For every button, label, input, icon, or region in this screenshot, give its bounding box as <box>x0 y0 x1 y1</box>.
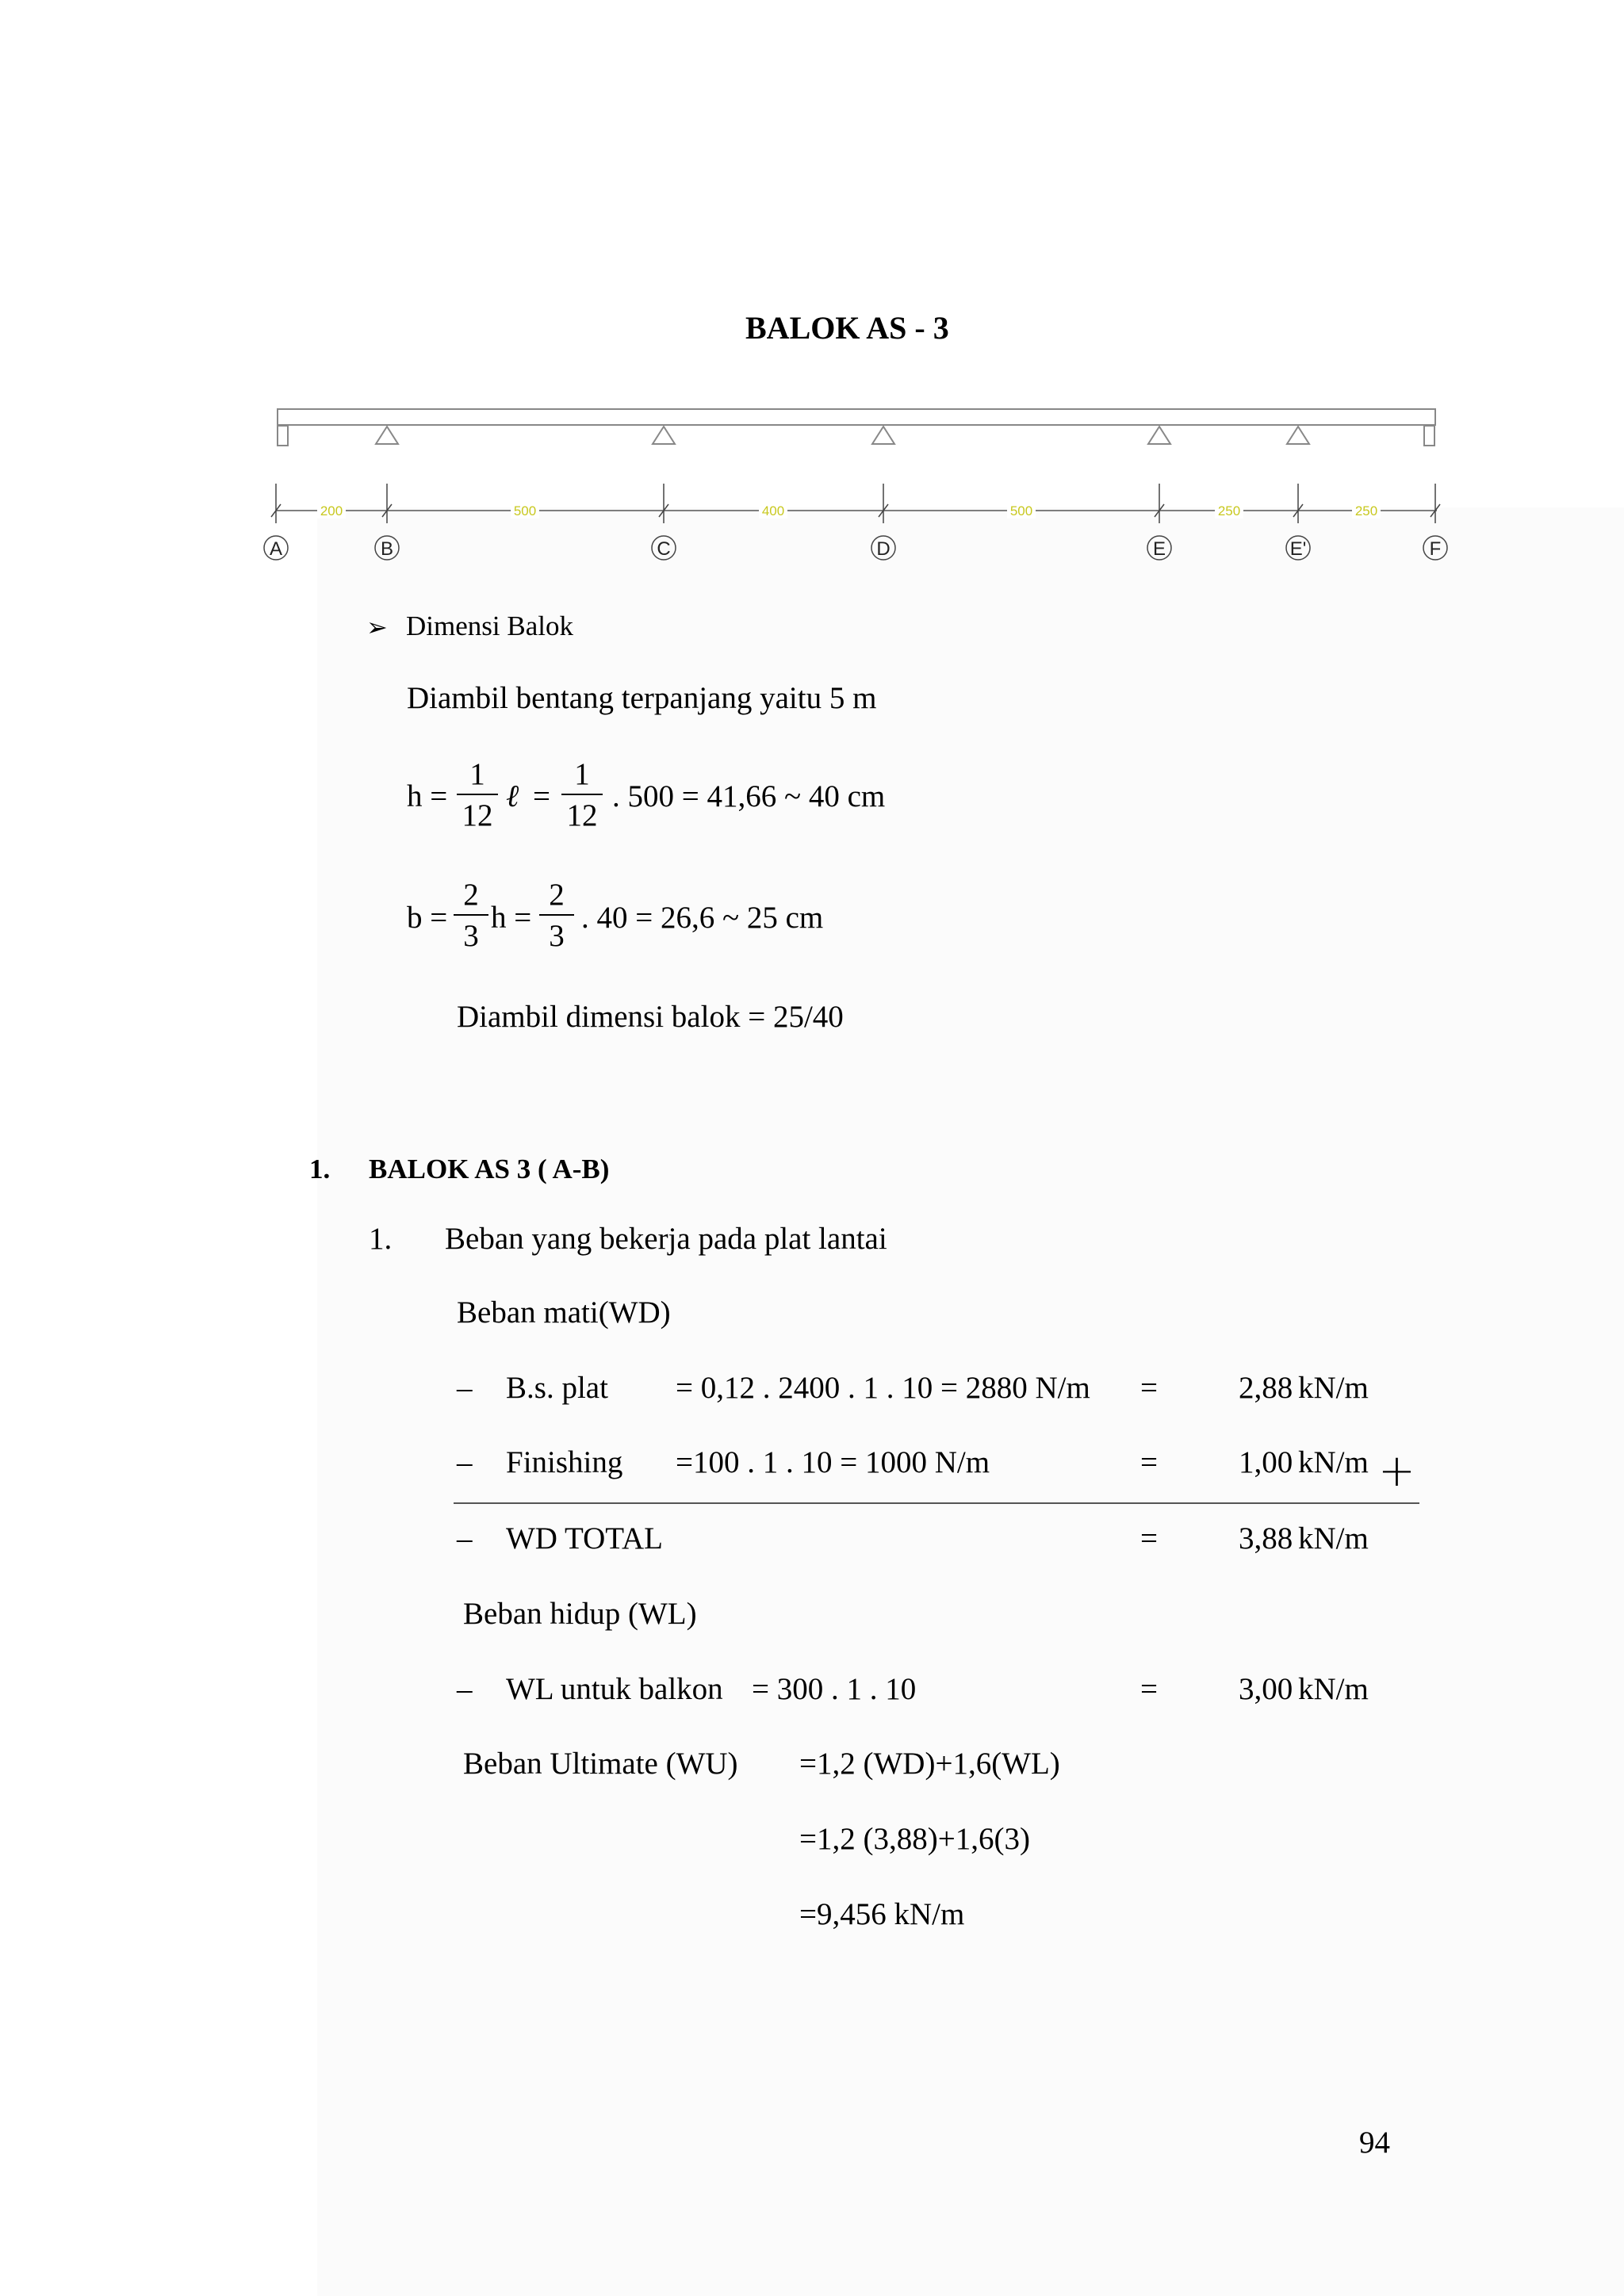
row2-formula: =100 . 1 . 10 = 1000 N/m <box>676 1445 990 1479</box>
wd-heading: Beban mati(WD) <box>457 1295 671 1330</box>
dim-label-5: 250 <box>1217 503 1241 519</box>
subsection-number: 1. <box>369 1222 393 1256</box>
h-fraction-1 <box>457 757 498 833</box>
row1-formula: = 0,12 . 2400 . 1 . 10 = 2880 N/m <box>676 1371 1090 1405</box>
row2-unit: kN/m <box>1298 1445 1369 1479</box>
wu-line3: =9,456 kN/m <box>799 1897 965 1931</box>
grid-label-f: F <box>1429 538 1442 560</box>
h-frac1-den: 12 <box>462 798 493 832</box>
dim-label-3: 400 <box>761 503 785 519</box>
support-end-left <box>278 426 288 446</box>
grid-label-e-prime: E' <box>1289 538 1307 560</box>
support-d <box>872 427 894 444</box>
dimensi-result: Diambil dimensi balok = 25/40 <box>457 1000 844 1034</box>
wl-heading: Beban hidup (WL) <box>463 1597 697 1631</box>
row1-value: 2,88 <box>1239 1371 1293 1405</box>
support-e-prime <box>1287 427 1309 444</box>
b-frac2-num: 2 <box>549 878 565 912</box>
grid-label-d: D <box>876 538 891 560</box>
h-formula-lhs: h = <box>407 779 448 813</box>
b-frac1-den: 3 <box>463 919 479 953</box>
b-fraction-2 <box>539 878 574 954</box>
beam-body <box>278 409 1435 425</box>
support-c <box>653 427 675 444</box>
b-formula-rhs: . 40 = 26,6 ~ 25 cm <box>581 901 824 935</box>
grid-label-c: C <box>657 538 671 560</box>
section1-heading: BALOK AS 3 ( A-B) <box>369 1154 610 1184</box>
b-frac1-num: 2 <box>463 878 479 912</box>
support-b <box>376 427 398 444</box>
wu-label: Beban Ultimate (WU) <box>463 1747 738 1781</box>
h-frac1-num: 1 <box>469 757 485 791</box>
bullet-arrow-icon: ➢ <box>366 612 388 642</box>
page-number: 94 <box>1359 2126 1390 2160</box>
row2-eq: = <box>1140 1445 1158 1479</box>
b-formula-lhs: b = <box>407 901 448 935</box>
plus-icon: + <box>1378 1445 1415 1497</box>
b-fraction-1 <box>454 878 488 954</box>
page-title: BALOK AS - 3 <box>745 310 949 346</box>
wl-eq: = <box>1140 1672 1158 1706</box>
dim-label-6: 250 <box>1354 503 1378 519</box>
support-e <box>1148 427 1170 444</box>
h-frac2-den: 12 <box>566 798 598 832</box>
row1-eq: = <box>1140 1371 1158 1405</box>
dimensi-line1: Diambil bentang terpanjang yaitu 5 m <box>407 681 877 715</box>
total-eq: = <box>1140 1521 1158 1556</box>
b-frac2-den: 3 <box>549 919 565 953</box>
total-label: WD TOTAL <box>506 1521 663 1556</box>
dim-label-2: 500 <box>513 503 537 519</box>
wl-formula: = 300 . 1 . 10 <box>752 1672 917 1706</box>
row1-dash: – <box>457 1371 473 1405</box>
b-formula-mid: h = <box>491 901 532 935</box>
h-formula-rhs: . 500 = 41,66 ~ 40 cm <box>612 779 886 813</box>
total-unit: kN/m <box>1298 1521 1369 1556</box>
dimensi-heading: Dimensi Balok <box>406 610 573 641</box>
total-value: 3,88 <box>1239 1521 1293 1556</box>
wl-dash: – <box>457 1672 473 1706</box>
section1-number: 1. <box>309 1154 331 1184</box>
h-formula-eq: = <box>533 779 550 813</box>
grid-label-a: A <box>269 538 283 560</box>
h-fraction-2 <box>561 757 603 833</box>
h-frac2-num: 1 <box>574 757 590 791</box>
wu-line2: =1,2 (3,88)+1,6(3) <box>799 1822 1030 1856</box>
wl-label: WL untuk balkon <box>506 1672 723 1706</box>
row2-dash: – <box>457 1445 473 1479</box>
support-end-right <box>1424 426 1434 446</box>
beam-diagram <box>0 0 1624 587</box>
row1-unit: kN/m <box>1298 1371 1369 1405</box>
dim-label-4: 500 <box>1009 503 1033 519</box>
wl-unit: kN/m <box>1298 1672 1369 1706</box>
h-formula-ell: ℓ <box>506 779 519 813</box>
wu-line1: =1,2 (WD)+1,6(WL) <box>799 1747 1060 1781</box>
grid-label-b: B <box>380 538 394 560</box>
row2-label: Finishing <box>506 1445 623 1479</box>
row1-label: B.s. plat <box>506 1371 608 1405</box>
total-dash: – <box>457 1521 473 1556</box>
row2-value: 1,00 <box>1239 1445 1293 1479</box>
sum-divider <box>454 1502 1419 1504</box>
dim-label-1: 200 <box>320 503 343 519</box>
wl-value: 3,00 <box>1239 1672 1293 1706</box>
subsection-heading: Beban yang bekerja pada plat lantai <box>445 1222 887 1256</box>
grid-label-e: E <box>1152 538 1166 560</box>
